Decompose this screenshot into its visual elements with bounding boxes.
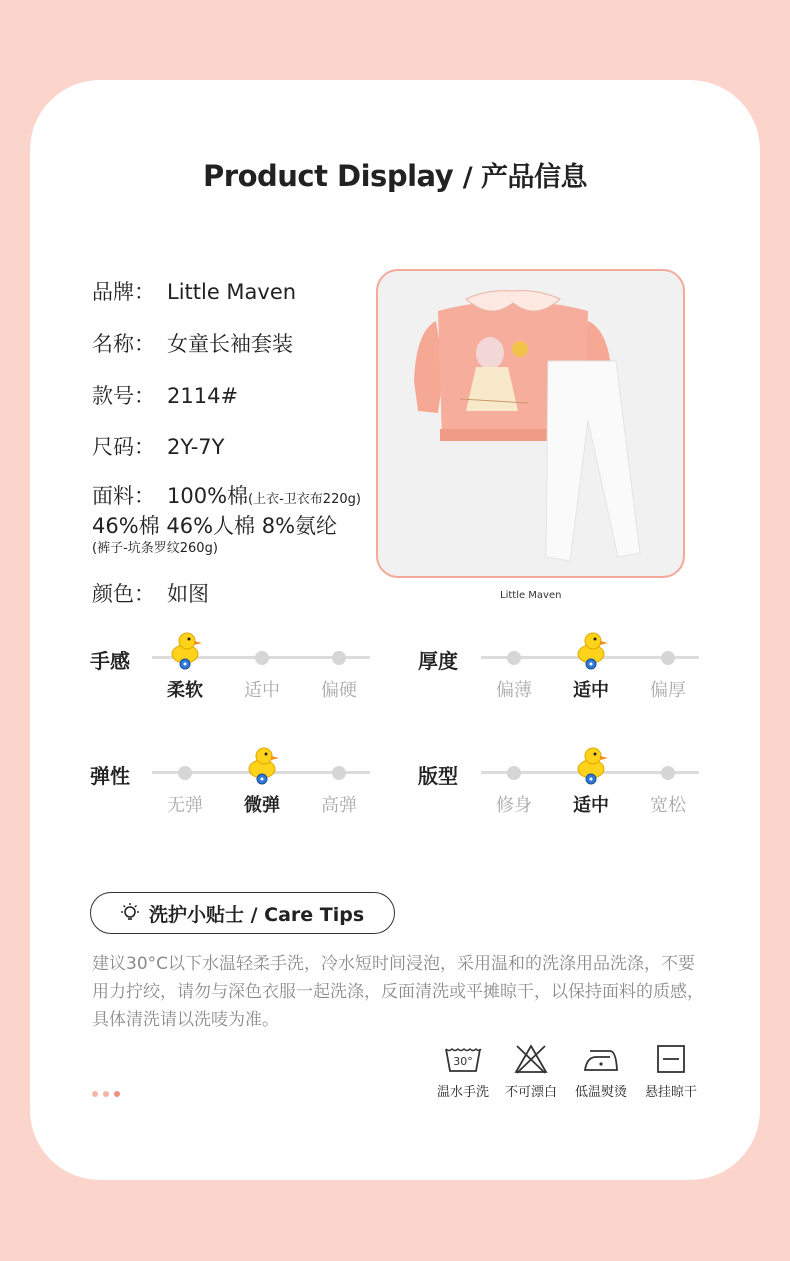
scale-option: 适中 (244, 680, 280, 701)
spec-color: 颜色： 如图 (92, 582, 209, 606)
scale-option: 柔软 (167, 680, 203, 701)
scale-dot (507, 651, 521, 665)
scale-option: 适中 (573, 680, 609, 701)
care-iron (568, 1043, 634, 1100)
product-image (376, 269, 685, 578)
scale-option: 微弹 (244, 795, 280, 816)
care-hang (638, 1043, 704, 1100)
spec-fabric-note2: (裤子-坑条罗纹260g) (92, 541, 218, 556)
duck-marker-icon (575, 745, 611, 785)
duck-marker-icon (246, 745, 282, 785)
spec-fabric: 面料： 100%棉(上衣-卫衣布220g) (92, 484, 361, 508)
care-bleach (498, 1043, 564, 1100)
care-description: 建议30°C以下水温轻柔手洗，冷水短时间浸泡，采用温和的洗涤用品洗涤，不要用力拧绞，请勿与深色衣服一起洗涤，反面清洗或平摊晾干，以保持面料的质感，具体清洗请以洗唛为准。 (92, 954, 704, 1030)
spec-model: 款号： 2114# (92, 384, 239, 408)
scale-option: 偏硬 (321, 680, 357, 701)
page-indicator (92, 1091, 120, 1097)
attribute-label: 手感 (90, 649, 130, 673)
scale-dot (255, 651, 269, 665)
hang-dry-icon (655, 1043, 687, 1075)
lightbulb-icon (119, 902, 141, 924)
care-label: 低温熨烫 (574, 1085, 627, 1100)
svg-text:30°: 30° (453, 1055, 473, 1068)
attribute-label: 厚度 (418, 649, 458, 673)
scale-dot (178, 766, 192, 780)
scale-dot (661, 651, 675, 665)
scale-option: 高弹 (321, 795, 357, 816)
wash-30-icon (443, 1043, 483, 1075)
duck-marker-icon (575, 630, 611, 670)
duck-marker-icon (169, 630, 205, 670)
care-label: 悬挂晾干 (644, 1085, 697, 1100)
scale-dot (332, 651, 346, 665)
scale-dot (332, 766, 346, 780)
scale-dot (661, 766, 675, 780)
spec-name: 名称： 女童长袖套装 (92, 332, 293, 356)
page-title (0, 155, 790, 194)
scale-dot (507, 766, 521, 780)
scale-option: 无弹 (167, 795, 203, 816)
scale-option: 适中 (573, 795, 609, 816)
photo-caption: Little Maven (500, 590, 562, 601)
spec-size: 尺码： 2Y-7Y (92, 435, 225, 459)
scale-option: 偏薄 (496, 680, 532, 701)
title-en: Product Display (203, 159, 454, 193)
scale-option: 偏厚 (650, 680, 686, 701)
care-tips-title: 洗护小贴士 / Care Tips (90, 892, 395, 934)
care-label: 温水手洗 (436, 1085, 489, 1100)
product-illustration (378, 271, 683, 576)
spec-brand: 品牌： Little Maven (92, 280, 297, 304)
scale-option: 修身 (496, 795, 532, 816)
care-wash (430, 1043, 496, 1100)
care-label: 不可漂白 (504, 1085, 557, 1100)
title-cn: / 产品信息 (462, 162, 587, 193)
attribute-label: 版型 (418, 764, 458, 788)
attribute-label: 弹性 (90, 764, 130, 788)
no-bleach-icon (513, 1043, 549, 1075)
low-iron-icon (582, 1043, 620, 1075)
scale-option: 宽松 (650, 795, 686, 816)
spec-fabric-line2: 46%棉 46%人棉 8%氨纶 (92, 514, 338, 538)
